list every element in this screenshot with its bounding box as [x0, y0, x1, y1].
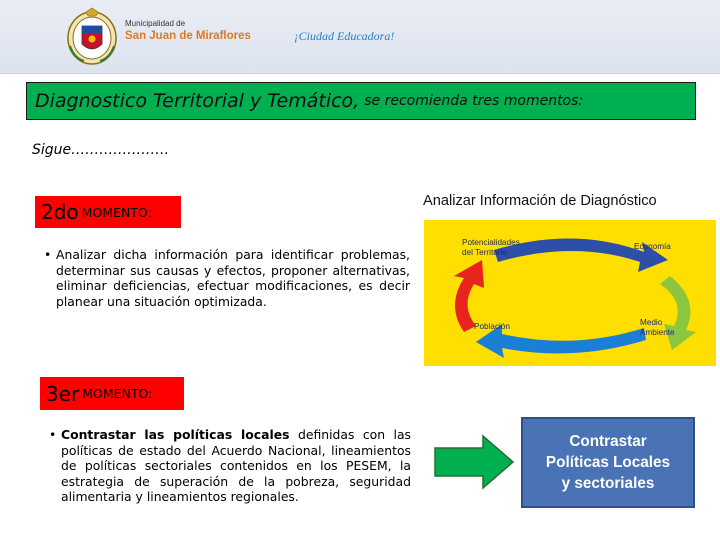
right-arrow: [660, 276, 696, 350]
label-territorio-line1: Potencialidades: [462, 238, 520, 247]
label-territorio-line2: del Territorio: [462, 248, 507, 257]
label-territorio: [462, 238, 520, 258]
title-subtitle: se recomienda tres momentos:: [364, 93, 584, 109]
title-main: Diagnostico Territorial y Temático,: [35, 90, 360, 112]
moment-2-number: 2do: [41, 200, 79, 224]
contrastar-box: [521, 417, 695, 508]
label-economia: Economía: [634, 242, 671, 251]
contrastar-line3: y sectoriales: [561, 475, 655, 492]
contrastar-line2: Políticas Locales: [545, 454, 671, 471]
municipal-seal-logo: [66, 6, 118, 66]
moment-3-label: MOMENTO:: [82, 386, 153, 401]
moment-3-number: 3er: [46, 381, 80, 406]
label-poblacion: Población: [474, 322, 510, 331]
moment-3-text: definidas con las políticas de estado del Acuerdo Nacional, lineamientos de políticas sectoriales contenidos en los PESEM, la estrategia de superación de la pobreza, seguridad alimentaria y lineamientos regionales.: [61, 427, 412, 504]
moment-3-bullet: [49, 427, 412, 505]
diagram-heading: Analizar Información de Diagnóstico: [423, 193, 657, 209]
moment-2-heading: [35, 196, 181, 228]
bullet-dot: •: [44, 247, 52, 262]
moment-2-bullet: [44, 247, 410, 309]
municipality-name: San Juan de Miraflores: [125, 30, 251, 42]
municipality-small-label: Municipalidad de: [125, 19, 186, 28]
moment-2-text: Analizar dicha información para identificar problemas, determinar sus causas y efectos, proponer alternativas, eliminar deficiencias, efectuar modificaciones, es decir planear una situación optimizada.: [56, 247, 410, 309]
label-medio-line1: Medio: [640, 318, 663, 327]
slogan-text: ¡Ciudad Educadora!: [294, 29, 395, 43]
label-medio-ambiente: [640, 318, 675, 338]
right-arrow-icon: [433, 434, 515, 490]
bullet-dot: •: [49, 427, 57, 442]
moment-2-label: MOMENTO:: [81, 204, 152, 220]
moment-3-heading: [40, 377, 184, 410]
moment-3-bold-text: Contrastar las políticas locales: [61, 427, 290, 442]
analysis-cycle-diagram: [424, 220, 716, 366]
contrastar-line1: Contrastar: [569, 433, 647, 450]
continued-label: Sigue…………………: [32, 142, 170, 158]
header-banner: [0, 0, 720, 74]
title-banner: [26, 82, 696, 120]
label-medio-line2: Ambiente: [640, 328, 675, 337]
